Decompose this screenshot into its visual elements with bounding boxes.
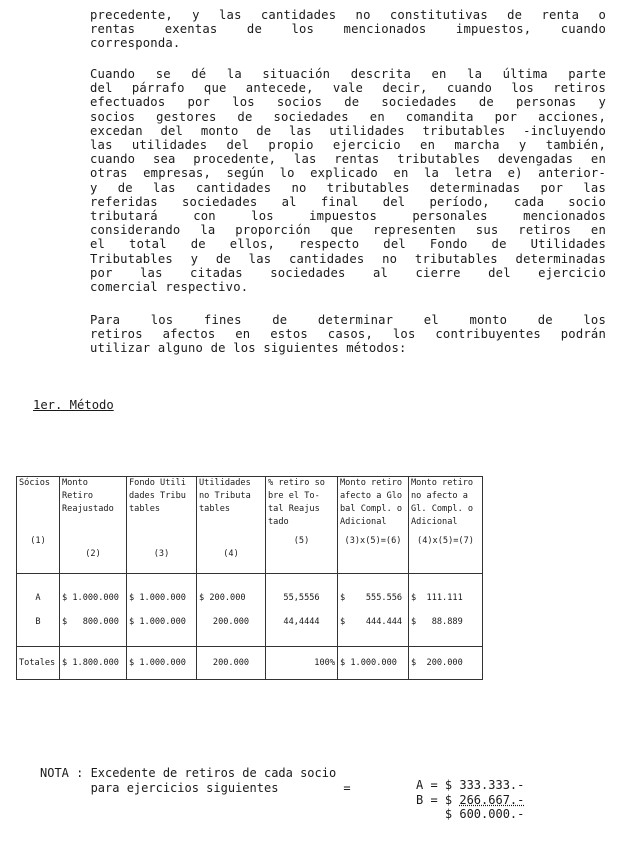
retiros-table — [16, 476, 483, 680]
header-porcentaje-retiro: % retiro so bre el To- tal Reajus tado (5) — [266, 477, 338, 574]
paragraph-line: cuando sea procedente, las rentas tributables devengadas en — [90, 152, 606, 167]
nota-values — [416, 778, 524, 822]
paragraph-retiros — [90, 67, 606, 294]
nota-value-a: A = $ 333.333.- — [416, 778, 525, 792]
paragraph-line: tributará con los impuestos personales mencionados — [90, 209, 606, 224]
method-title: 1er. Método — [33, 398, 114, 412]
cell-socio: A — [17, 586, 60, 610]
table-header-row — [17, 477, 483, 574]
paragraph-line: rentas exentas de los mencionados impuestos, cuando — [90, 22, 606, 37]
cell-total-no-afecto: $ 200.000 — [409, 647, 483, 680]
cell-utilidades-no-tributables: 200.000 — [197, 610, 266, 634]
header-socios: Sócios (1) — [17, 477, 60, 574]
nota-value-b: 266.667.- — [459, 792, 525, 807]
paragraph-line: y de las cantidades no tributables determinadas por las — [90, 180, 606, 195]
paragraph-line: utilizar alguno de los siguientes métodos: — [90, 341, 407, 356]
cell-total-no-tributables: 200.000 — [197, 647, 266, 680]
cell-total-porcentaje: 100% — [266, 647, 338, 680]
cell-total-fondo: $ 1.000.000 — [127, 647, 197, 680]
paragraph-line: Cuando se dé la situación descrita en la última parte — [90, 67, 606, 81]
table-row — [17, 586, 483, 610]
cell-total-afecto: $ 1.000.000 — [338, 647, 409, 680]
cell-fondo-utilidades: $ 1.000.000 — [127, 610, 197, 634]
table-totals-row — [17, 647, 483, 680]
nota-value-b-prefix: B = $ — [416, 792, 460, 807]
cell-utilidades-no-tributables: $ 200.000 — [197, 586, 266, 610]
paragraph-line: excedan del monto de las utilidades tributables -incluyendo — [90, 123, 606, 138]
table-row — [17, 610, 483, 634]
paragraph-line: considerando la proporción que representen sus retiros en — [90, 223, 606, 238]
paragraph-line: por las citadas sociedades al cierre del ejercicio — [90, 265, 606, 280]
cell-total-monto-retiro: $ 1.800.000 — [60, 647, 127, 680]
paragraph-line: Tributables y de las cantidades no tributables determinadas — [90, 251, 606, 266]
paragraph-line: referidas sociedades al final del período, cada socio — [90, 194, 606, 209]
paragraph-line: precedente, y las cantidades no constitutivas de renta o — [90, 8, 606, 22]
cell-totales-label: Totales — [17, 647, 60, 680]
cell-porcentaje: 55,5556 — [266, 586, 338, 610]
cell-monto-afecto: $ 555.556 — [338, 586, 409, 610]
nota-text — [40, 766, 351, 795]
cell-porcentaje: 44,4444 — [266, 610, 338, 634]
paragraph-line: el total de ellos, respecto del Fondo de Utilidades — [90, 237, 606, 252]
paragraph-line: comercial respectivo. — [90, 280, 249, 295]
cell-monto-afecto: $ 444.444 — [338, 610, 409, 634]
header-monto-no-afecto: Monto retiro no afecto a Gl. Compl. o Adicional (4)x(5)=(7) — [409, 477, 483, 574]
paragraph-line: Para los fines de determinar el monto de los — [90, 313, 606, 327]
header-monto-afecto: Monto retiro afecto a Glo bal Compl. o Adicional (3)x(5)=(6) — [338, 477, 409, 574]
paragraph-line: otras empresas, según lo explicado en la letra e) anterior- — [90, 166, 606, 181]
paragraph-line: las utilidades del propio ejercicio en marcha y también, — [90, 138, 606, 153]
nota-line-1: NOTA : Excedente de retiros de cada socio — [40, 766, 337, 780]
cell-monto-retiro: $ 800.000 — [60, 610, 127, 634]
cell-monto-no-afecto: $ 88.889 — [409, 610, 483, 634]
paragraph-line: del párrafo que antecede, vale decir, cuando los retiros — [90, 81, 606, 96]
header-monto-retiro: Monto Retiro Reajustado (2) — [60, 477, 127, 574]
header-fondo-utilidades: Fondo Utili dades Tribu tables (3) — [127, 477, 197, 574]
cell-fondo-utilidades: $ 1.000.000 — [127, 586, 197, 610]
cell-monto-no-afecto: $ 111.111 — [409, 586, 483, 610]
paragraph-line: corresponda. — [90, 36, 181, 51]
nota-line-2: para ejercicios siguientes = — [40, 780, 351, 795]
nota-value-total: $ 600.000.- — [416, 807, 525, 821]
cell-monto-retiro: $ 1.000.000 — [60, 586, 127, 610]
cell-socio: B — [17, 610, 60, 634]
header-utilidades-no-tributables: Utilidades no Tributa tables (4) — [197, 477, 266, 574]
paragraph-line: efectuados por los socios de sociedades de personas y — [90, 95, 606, 110]
paragraph-line: socios gestores de sociedades en comandita por acciones, — [90, 109, 606, 124]
paragraph-intro — [90, 8, 606, 51]
paragraph-line: retiros afectos en estos casos, los contribuyentes podrán — [90, 327, 606, 342]
paragraph-metodos — [90, 313, 606, 356]
